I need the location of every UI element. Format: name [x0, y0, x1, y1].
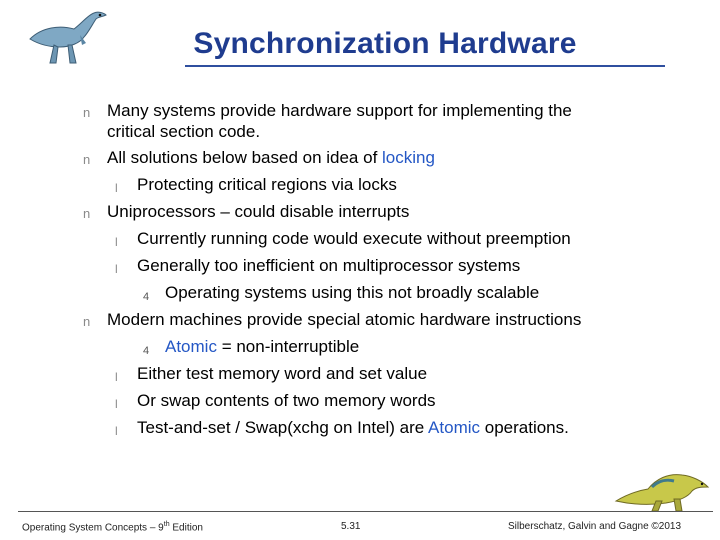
bullet-marker: n [83, 314, 91, 329]
sub-bullet-item [115, 229, 571, 249]
keyword-atomic: Atomic [428, 418, 481, 437]
bullet-marker: n [83, 152, 91, 167]
bullet-text: Operating systems using this not broadly scalable [165, 283, 540, 302]
bullet-marker: l [115, 235, 118, 249]
sub-bullet-item [115, 256, 521, 276]
bullet-marker: l [115, 424, 118, 438]
sub-sub-bullet-item [143, 283, 540, 303]
bullet-text-line: Many systems provide hardware support for implementing the [107, 101, 572, 120]
arrow-bullet-marker: 4 [143, 291, 150, 303]
footer-divider [18, 511, 713, 512]
bullet-marker: l [115, 397, 118, 411]
bullet-text: = non-interruptible [216, 337, 360, 356]
bullet-text: Either test memory word and set value [137, 364, 428, 383]
sub-bullet-item [115, 418, 569, 438]
bullet-item [83, 310, 582, 330]
title-underline [185, 65, 665, 67]
bullet-marker: l [115, 262, 118, 276]
keyword-locking: locking [382, 148, 435, 167]
slide-title: Synchronization Hardware [193, 27, 577, 60]
sub-sub-bullet-item [143, 337, 360, 357]
bullet-text: Currently running code would execute without preemption [137, 229, 571, 248]
bullet-text: Modern machines provide special atomic hardware instructions [107, 310, 582, 329]
bullet-text: Or swap contents of two memory words [137, 391, 436, 410]
bullet-text: Generally too inefficient on multiprocessor systems [137, 256, 521, 275]
sub-bullet-item [115, 175, 397, 195]
bullet-text: Uniprocessors – could disable interrupts [107, 202, 410, 221]
bullet-marker: l [115, 370, 118, 384]
bullet-marker: n [83, 105, 91, 120]
sub-bullet-item [115, 364, 428, 384]
arrow-bullet-marker: 4 [143, 345, 150, 357]
bullet-text: operations. [480, 418, 569, 437]
bullet-item [83, 101, 572, 142]
bullet-marker: l [115, 181, 118, 195]
footer-book-title: Operating System Concepts – 9th Edition [22, 521, 203, 534]
dinosaur-illustration-bottom [612, 465, 712, 513]
keyword-atomic: Atomic [165, 337, 217, 356]
sub-bullet-item [115, 391, 436, 411]
bullet-text-line: critical section code. [107, 122, 261, 141]
bullet-item [83, 148, 435, 168]
footer-page-number: 5.31 [341, 521, 361, 532]
bullet-text: All solutions below based on idea of [107, 148, 383, 167]
bullet-text: Protecting critical regions via locks [137, 175, 397, 194]
bullet-item [83, 202, 410, 222]
bullet-text: Test-and-set / Swap(xchg on Intel) are [137, 418, 429, 437]
footer-copyright: Silberschatz, Galvin and Gagne ©2013 [508, 521, 682, 532]
bullet-marker: n [83, 206, 91, 221]
